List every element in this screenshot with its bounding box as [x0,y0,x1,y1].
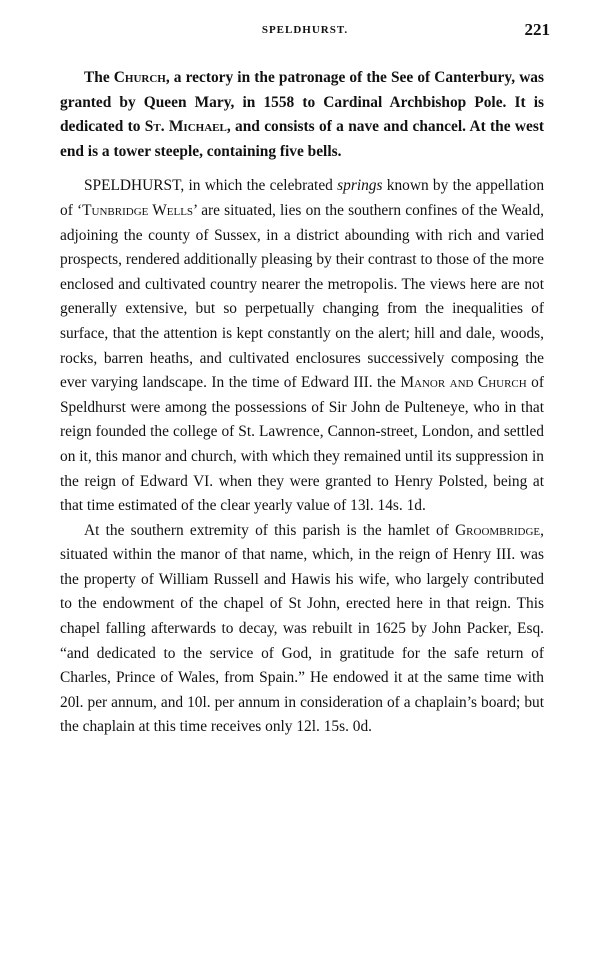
paragraph-church [60,66,544,164]
para1-text-b: , and consists of a nave and chancel. At the west end is a tower steeple, containing five bells. [60,118,544,160]
para3-text-b: , situated within the manor of that name, which, in the reign of Henry III. was the property of William Russell and Hawis his wife, who largely contributed to the endowment of the chapel of St John, erected here in that reign. This chapel falling afterwards to decay, was rebuilt in 1625 by John Packer, Esq. “and dedicated to the service of God, in gratitude for the safe return of Charles, Prince of Wales, from Spain.” He endowed it at the same time with 20l. per annum, and 10l. per annum in consideration of a chaplain’s board; but the chaplain at this time receives only 12l. 15s. 0d. [60,521,544,736]
springs-italic: springs [337,177,383,195]
running-head [60,20,550,44]
para2-text-d: of Speldhurst were among the possessions of Sir John de Pulteneye, who in that reign founded the college of St. Lawrence, Cannon-street, London, and settled on it, this manor and church, with which they remained until its suppression in the reign of Edward VI. when they were granted to Henry Polsted, being at that time estimated of the clear yearly value of 13l. 14s. 1d. [60,374,545,515]
paragraph-groombridge [60,519,544,740]
para2-text-a: SPELDHURST, in which the celebrated [84,177,338,195]
groombridge-smallcaps: Groombridge [455,521,541,539]
para2-text-b: known by the appellation of ‘ [60,177,545,219]
para2-text-c: ’ are situated, lies on the southern confines of the Weald, adjoining the county of Sussex, in a district abounding with rich and varied prospects, rendered additionally pleasing by their contrast to those of the more enclosed and cultivated country nearer the metropolis. The views here are not generally extensive, but so perpetually changing from the inequalities of surface, that the attention is kept constantly on the alert; hill and dale, woods, rocks, barren heaths, and cultivated enclosures successively composing the ever varying landscape. In the time of Edward III. the [60,201,545,392]
page-number: 221 [524,20,550,39]
paragraph-speldhurst [60,174,544,518]
church-smallcaps: Church [113,69,166,86]
manor-smallcaps: Manor and Church [400,374,527,392]
tunbridge-smallcaps: Tunbridge Wells [82,201,194,219]
body-text [60,66,544,740]
para3-text-a: At the southern extremity of this parish is the hamlet of [84,521,456,539]
running-title: SPELDHURST. [261,24,349,36]
para1-intro: The [84,69,114,86]
para1-text-a: , a rectory in the patronage of the See of Canterbury, was granted by Queen Mary, in 1558 to Cardinal Archbishop Pole. It is dedicated to [60,69,544,136]
saint-smallcaps: St. Michael [144,118,227,136]
